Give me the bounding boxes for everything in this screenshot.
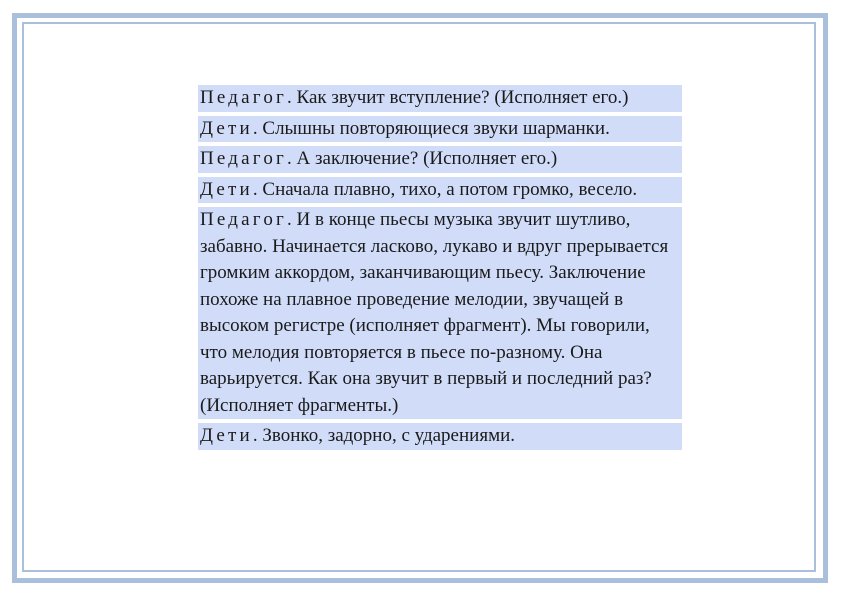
dialogue-line [198, 85, 682, 112]
dialogue-text-block [198, 85, 682, 450]
speaker-label: Педагог [200, 148, 288, 169]
dialogue-line [198, 423, 682, 450]
speaker-label: Дети [200, 178, 253, 200]
dialogue-line [198, 116, 682, 143]
speaker-label: Дети [200, 117, 253, 139]
line-text: . А заключение? (Исполняет его.) [287, 148, 558, 169]
line-text: . Как звучит вступление? (Исполняет его.) [287, 87, 629, 108]
dialogue-line [198, 146, 682, 173]
line-text: . Слышны повторяющиеся звуки шарманки. [252, 117, 610, 139]
line-text: . Звонко, задорно, с ударениями. [252, 425, 516, 446]
dialogue-line [198, 177, 682, 204]
line-text: . Сначала плавно, тихо, а потом громко, весело. [252, 178, 638, 200]
speaker-label: Педагог [200, 209, 288, 230]
line-text: . И в конце пьесы музыка звучит шутливо, забавно. Начинается ласково, лукаво и вдруг прерывается громким аккордом, заканчивающим пьесу. Заключение похоже на плавное проведение мелодии, звучащей в высоком регистре (исполняет фрагмент). Мы говорили, что мелодия повторяется в пьесе по-разному. Она варьируется. Как она звучит в первый и последний раз? (Исполняет фрагменты.) [200, 209, 669, 416]
dialogue-line [198, 207, 682, 419]
speaker-label: Дети [200, 425, 253, 446]
speaker-label: Педагог [200, 87, 288, 108]
